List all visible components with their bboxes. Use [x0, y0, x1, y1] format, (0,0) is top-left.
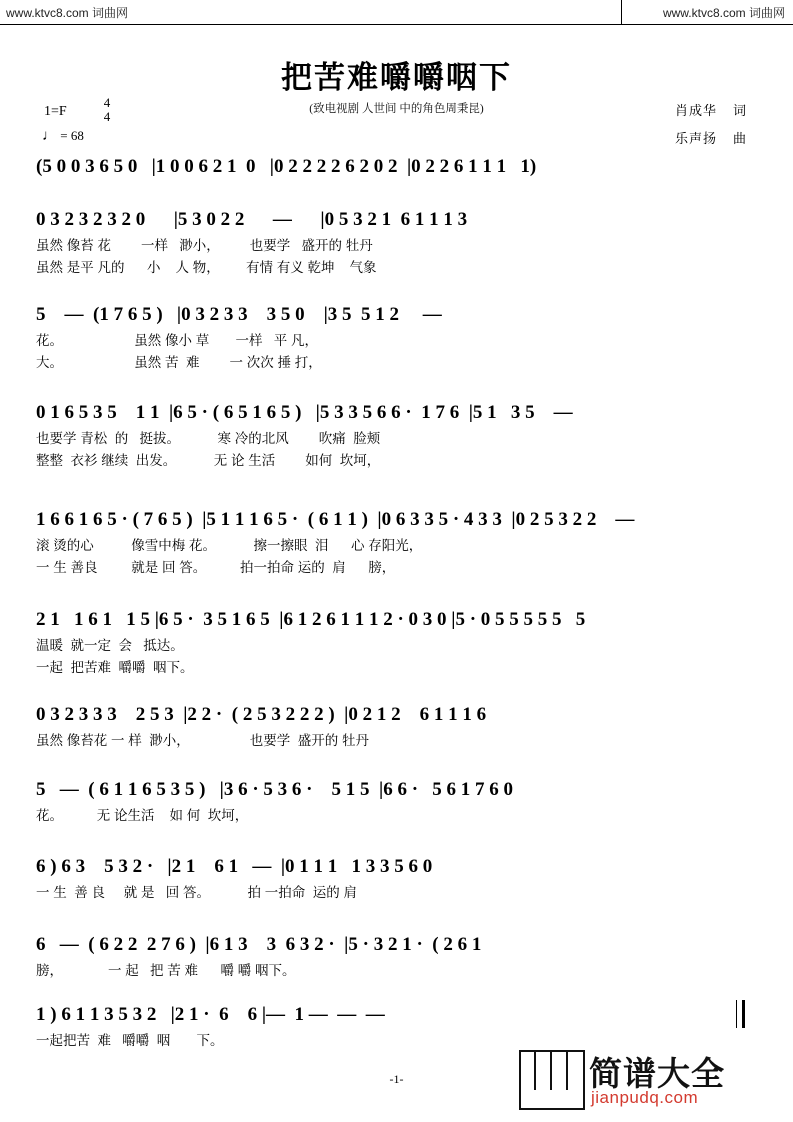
- tempo-marking: [42, 128, 84, 145]
- lyric-row-verse1: 滚 烫的心 像雪中梅 花。 擦一擦眼 泪 心 存阳光，: [36, 538, 423, 553]
- lyric-row-verse1: 也要学 青松 的 挺拔。 寒 冷的北风 吹痛 脸颊: [36, 431, 381, 446]
- song-title: 把苦难嚼嚼咽下: [281, 60, 512, 95]
- time-signature: [98, 96, 116, 123]
- composer-role: 曲: [732, 131, 747, 146]
- meter-denominator: 4: [103, 108, 111, 124]
- note-row: 5 — (1 7 6 5 ) |0 3 2 3 3 3 5 0 |3 5 5 1 2 —: [36, 304, 442, 325]
- lyric-row-verse1: 虽然 像苔花 一 样 渺小， 也要学 盛开的 牡丹: [36, 733, 370, 748]
- note-row: 0 1 6 5 3 5 1 1 |6 5 · ( 6 5 1 6 5 ) |5 3 3 5 6 6 · 1 7 6 |5 1 3 5 —: [36, 402, 573, 423]
- system-5: [36, 605, 758, 679]
- note-row: 1 ) 6 1 1 3 5 3 2 |2 1 · 6 6 |— 1 — — —: [36, 1004, 385, 1025]
- composer-credit: [675, 128, 747, 147]
- system-intro: [36, 152, 758, 182]
- system-1: [36, 205, 758, 279]
- lyric-row-verse1: 虽然 像苔 花 一样 渺小， 也要学 盛开的 牡丹: [36, 238, 373, 253]
- tempo-value: = 68: [60, 128, 84, 143]
- system-10: [36, 1000, 758, 1052]
- note-row: 6 ) 6 3 5 3 2 · |2 1 6 1 — |0 1 1 1 1 3 3 5 6 0: [36, 856, 433, 877]
- system-9: [36, 930, 758, 982]
- lyric-row-verse1: 温暖 就一定 会 抵达。: [36, 638, 184, 653]
- system-6: [36, 700, 758, 752]
- note-row: 1 6 6 1 6 5 · ( 7 6 5 ) |5 1 1 1 6 5 · ( 6 1 1 ) |0 6 3 3 5 · 4 3 3 |0 2 5 3 2 2 —: [36, 509, 635, 530]
- system-4: [36, 505, 758, 579]
- watermark-right: www.ktvc8.com 词曲网: [662, 6, 785, 20]
- page-number: -1-: [389, 1072, 404, 1086]
- lyric-row-verse2: 整整 衣衫 继续 出发。 无 论 生活 如何 坎坷，: [36, 453, 381, 468]
- lyricist-role: 词: [732, 103, 747, 118]
- brand-name: 简谱大全: [589, 1055, 725, 1092]
- system-8: [36, 852, 758, 904]
- brand-url: jianpudq.com: [591, 1088, 699, 1107]
- lyric-row-verse2: 大。 虽然 苦 难 一 次次 捶 打，: [36, 355, 322, 370]
- system-2: [36, 300, 758, 374]
- lyric-row-verse1: 膀， 一 起 把 苦 难 嚼 嚼 咽下。: [36, 963, 296, 978]
- lyric-row-verse1: 一起把苦 难 嚼嚼 咽 下。: [36, 1033, 224, 1048]
- note-row: 2 1 1 6 1 1 5 |6 5 · 3 5 1 6 5 |6 1 2 6 1 1 1 2 · 0 3 0 |5 · 0 5 5 5 5 5 5: [36, 609, 586, 630]
- key-signature: 1=F: [44, 104, 67, 119]
- lyricist-credit: [675, 100, 747, 119]
- final-barline: [742, 1000, 745, 1028]
- note-row: 0 3 2 3 3 3 2 5 3 |2 2 · ( 2 5 3 2 2 2 ) |0 2 1 2 6 1 1 1 6: [36, 704, 487, 725]
- lyric-row-verse2: 虽然 是平 凡的 小 人 物， 有情 有义 乾坤 气象: [36, 260, 377, 275]
- note-row: (5 0 0 3 6 5 0 |1 0 0 6 2 1 0 |0 2 2 2 2 6 2 0 2 |0 2 2 6 1 1 1 1): [36, 156, 537, 177]
- lyricist-name: 肖成华: [674, 103, 717, 118]
- watermark-divider: [621, 0, 622, 24]
- lyric-row-verse1: 花。 无 论生活 如 何 坎坷，: [36, 808, 249, 823]
- system-3: [36, 398, 758, 472]
- final-barline-thin: [736, 1000, 737, 1028]
- brand-logo[interactable]: [519, 1046, 779, 1112]
- meter-numerator: 4: [103, 95, 111, 110]
- lyric-row-verse2: 一起 把苦难 嚼嚼 咽下。: [36, 660, 194, 675]
- lyric-row-verse1: 花。 虽然 像小 草 一样 平 凡，: [36, 333, 319, 348]
- lyric-row-verse1: 一 生 善 良 就 是 回 答。 拍 一拍命 运的 肩: [36, 885, 358, 900]
- piano-icon: [519, 1050, 585, 1110]
- watermark-bar: [0, 0, 793, 25]
- lyric-row-verse2: 一 生 善良 就是 回 答。 拍一拍命 运的 肩 膀，: [36, 560, 396, 575]
- system-7: [36, 775, 758, 827]
- quarter-note-icon: ♩: [42, 128, 57, 144]
- note-row: 0 3 2 3 2 3 2 0 |5 3 0 2 2 — |0 5 3 2 1 6 1 1 1 3: [36, 209, 468, 230]
- composer-name: 乐声扬: [674, 131, 717, 146]
- note-row: 5 — ( 6 1 1 6 5 3 5 ) |3 6 · 5 3 6 · 5 1 5 |6 6 · 5 6 1 7 6 0: [36, 779, 514, 800]
- song-subtitle: (致电视剧 人世间 中的角色周秉昆): [309, 103, 484, 115]
- watermark-left: www.ktvc8.com 词曲网: [6, 6, 129, 20]
- note-row: 6 — ( 6 2 2 2 7 6 ) |6 1 3 3 6 3 2 · |5 · 3 2 1 · ( 2 6 1: [36, 934, 482, 955]
